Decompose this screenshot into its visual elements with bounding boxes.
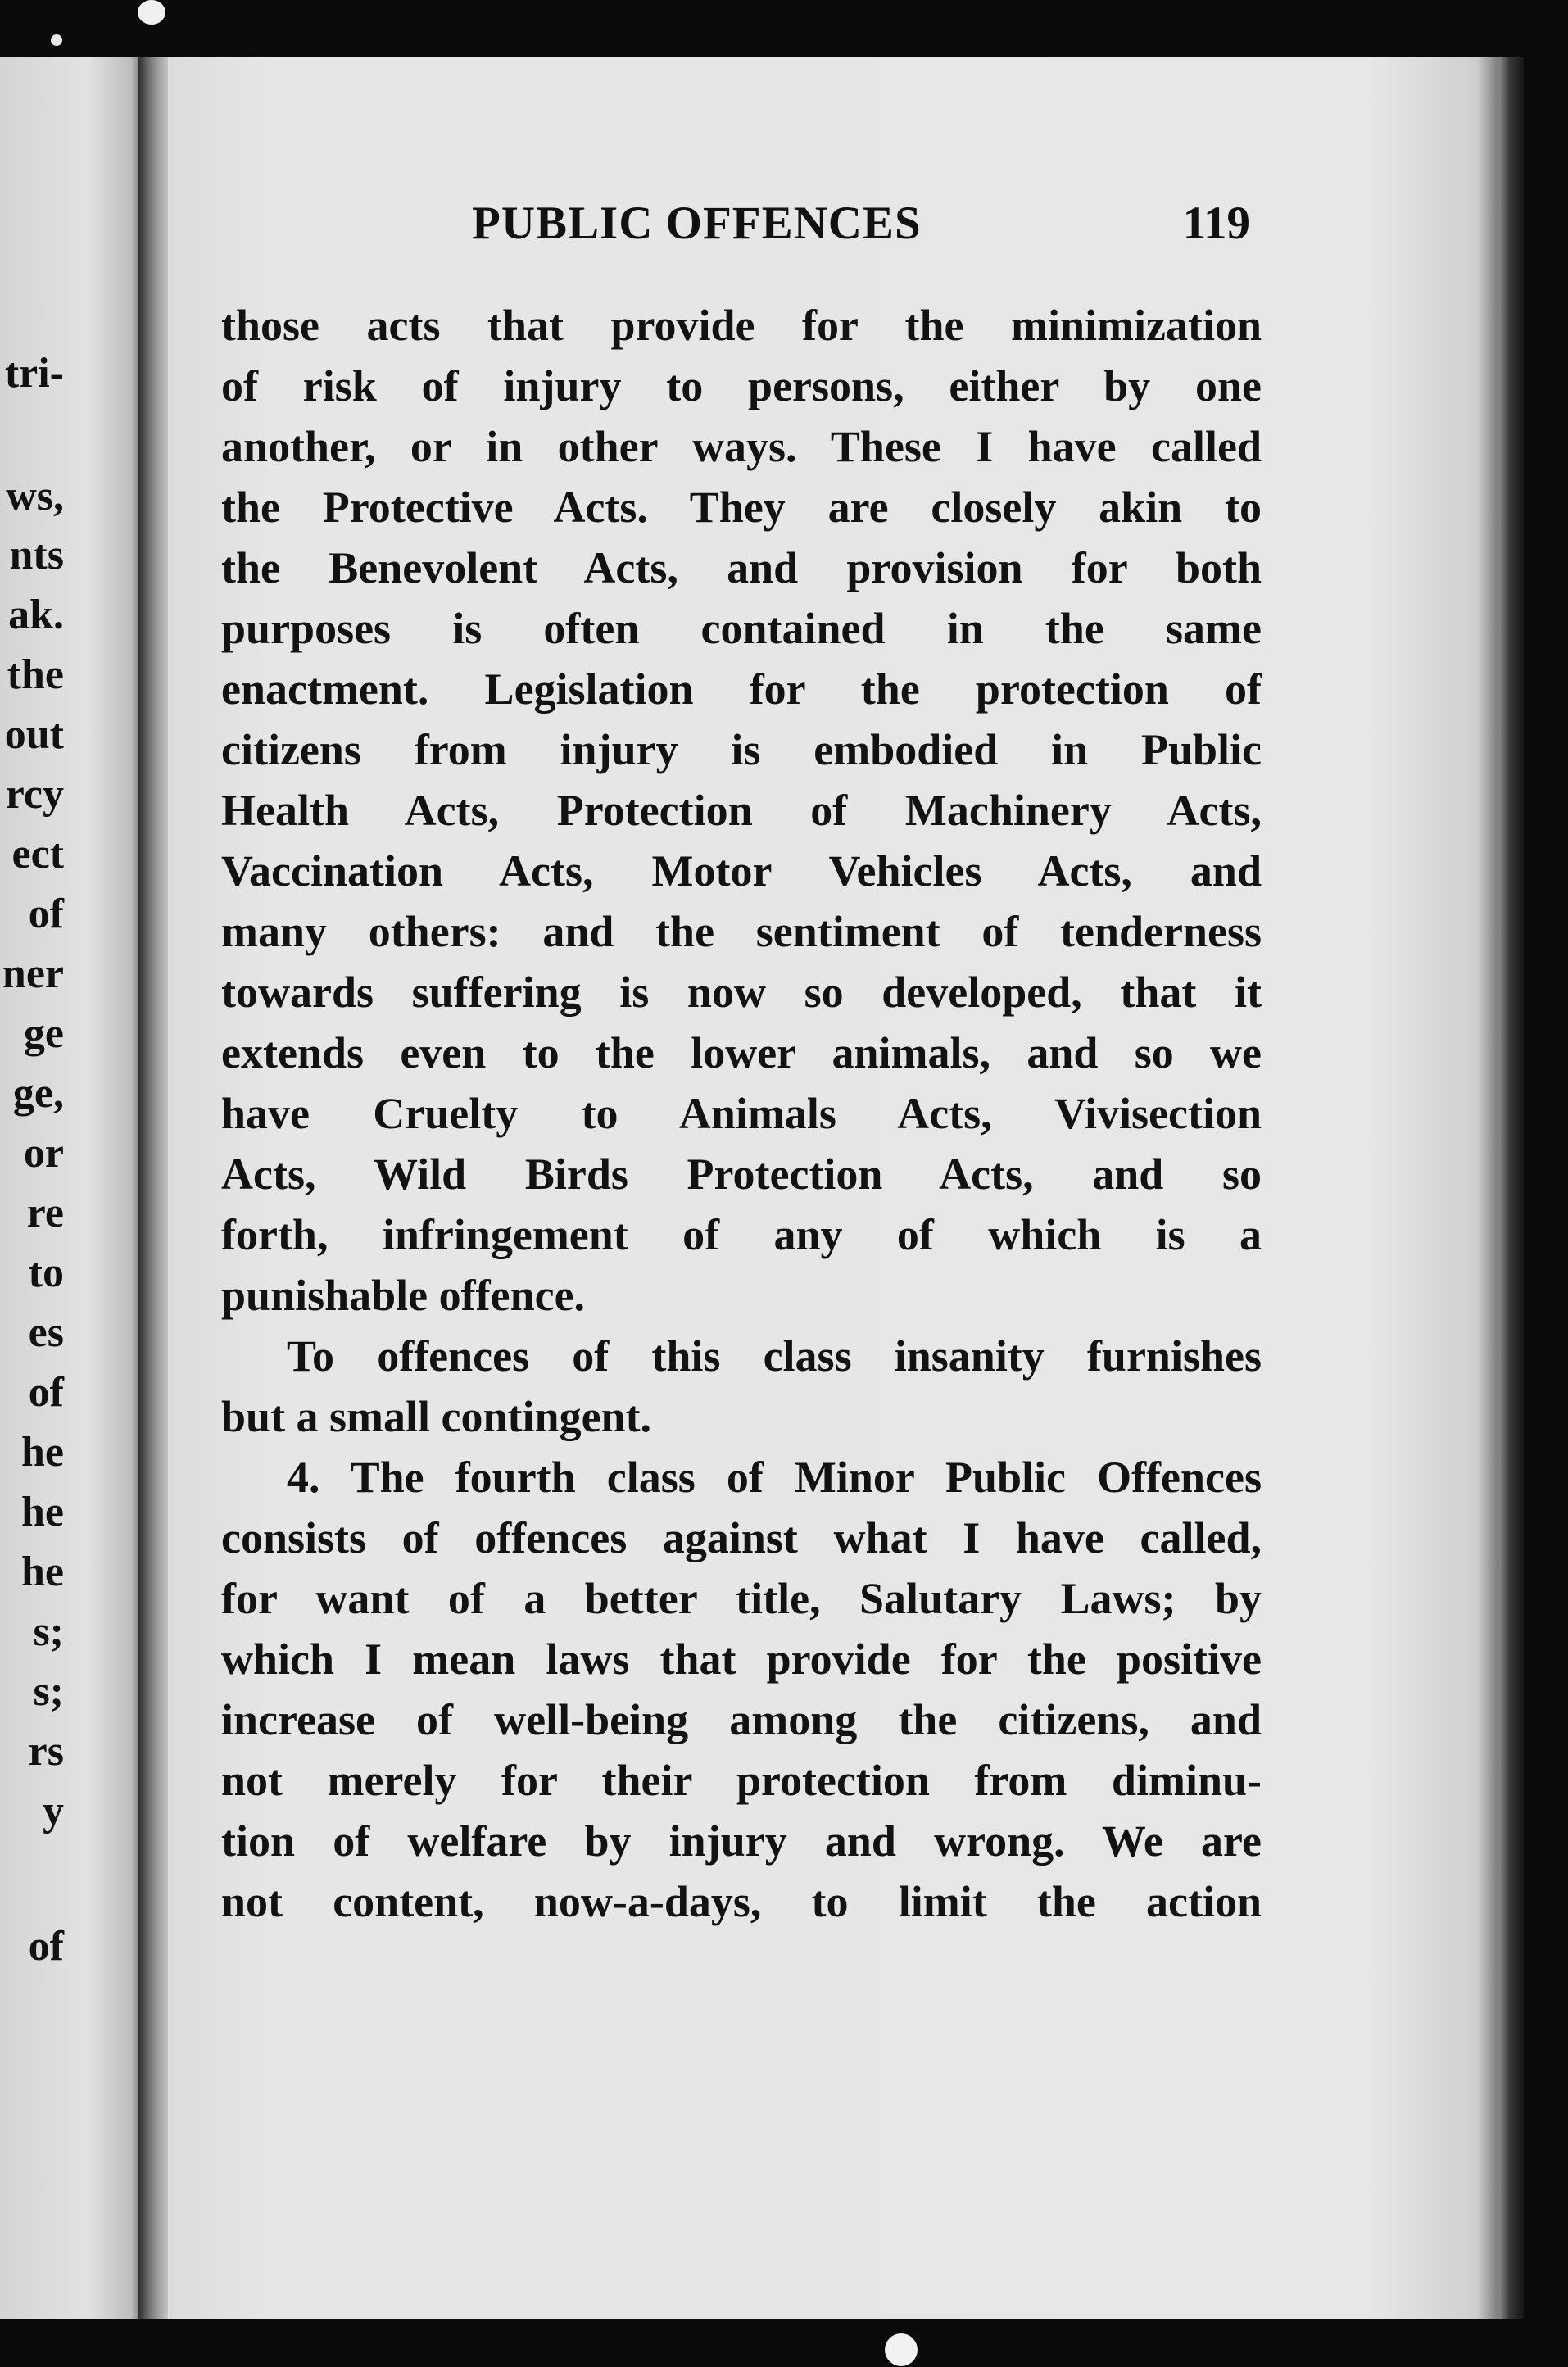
scan-speck (51, 34, 62, 46)
text-line: another, or in other ways. These I have called (221, 422, 1262, 471)
text-line: purposes is often contained in the same (221, 604, 1262, 653)
text-line: Vaccination Acts, Motor Vehicles Acts, and (221, 846, 1262, 896)
text-line: punishable offence. (221, 1271, 586, 1320)
fragment-line: or (23, 1130, 64, 1177)
fragment-line: ak. (8, 592, 64, 638)
text-line: enactment. Legislation for the protection of (221, 664, 1262, 714)
fragment-line: of (28, 891, 64, 937)
paragraph (221, 295, 1262, 1326)
text-line: To offences of this class insanity furnishes (287, 1331, 1262, 1381)
text-line: forth, infringement of any of which is a (221, 1210, 1262, 1259)
text-line: 4. The fourth class of Minor Public Offences (287, 1453, 1262, 1502)
text-line: towards suffering is now so developed, that it (221, 968, 1262, 1017)
previous-page-edge (0, 57, 146, 2319)
page-right-edge (1499, 57, 1524, 2319)
fragment-line: ect (11, 831, 64, 877)
text-line: Acts, Wild Birds Protection Acts, and so (221, 1149, 1262, 1199)
text-line: tion of welfare by injury and wrong. We are (221, 1816, 1262, 1866)
page-header (308, 197, 1250, 254)
text-line: citizens from injury is embodied in Public (221, 725, 1262, 774)
text-line: which I mean laws that provide for the positive (221, 1635, 1262, 1684)
text-line: for want of a better title, Salutary Laws; by (221, 1574, 1262, 1623)
fragment-line: he (21, 1549, 64, 1595)
fragment-line: re (26, 1190, 64, 1236)
fragment-line: s; (33, 1608, 64, 1655)
running-title: PUBLIC OFFENCES (472, 197, 922, 249)
fragment-line: ge, (12, 1070, 64, 1117)
text-line: Health Acts, Protection of Machinery Acts, (221, 786, 1262, 835)
fragment-line: es (28, 1309, 64, 1356)
text-line: of risk of injury to persons, either by one (221, 361, 1262, 410)
fragment-line: rs (28, 1728, 64, 1775)
text-line: the Protective Acts. They are closely akin to (221, 483, 1262, 532)
fragment-line: the (7, 651, 64, 698)
text-line: but a small contingent. (221, 1392, 652, 1441)
scan-speck (885, 2333, 918, 2366)
fragment-line: of (28, 1923, 64, 1970)
fragment-line: rcy (5, 771, 64, 818)
text-line: have Cruelty to Animals Acts, Vivisection (221, 1089, 1262, 1138)
text-line: increase of well-being among the citizens, and (221, 1695, 1262, 1744)
text-line: many others: and the sentiment of tenderness (221, 907, 1262, 956)
text-line: consists of offences against what I have called, (221, 1513, 1262, 1562)
fragment-line: ws, (6, 473, 64, 519)
fragment-line: ge (23, 1010, 64, 1057)
fragment-line: nts (9, 532, 64, 578)
text-line: extends even to the lower animals, and so we (221, 1028, 1262, 1077)
text-line: the Benevolent Acts, and provision for both (221, 543, 1262, 592)
text-line: not content, now-a-days, to limit the action (221, 1877, 1262, 1926)
text-line: not merely for their protection from diminu- (221, 1756, 1262, 1805)
fragment-line: ner (2, 950, 64, 997)
fragment-line: he (21, 1489, 64, 1535)
fragment-line: of (28, 1369, 64, 1416)
fragment-line: tri- (4, 350, 64, 397)
fragment-line: he (21, 1429, 64, 1476)
scan-speck (138, 0, 165, 25)
fragment-line: to (28, 1249, 64, 1296)
fragment-line: y (43, 1788, 64, 1834)
body-text (221, 295, 1262, 1932)
page-number: 119 (1182, 197, 1250, 249)
previous-page-text-fragments (0, 57, 146, 2319)
fragment-line: out (4, 711, 64, 758)
fragment-line: s; (33, 1668, 64, 1715)
book-gutter (138, 57, 170, 2319)
paragraph (221, 1447, 1262, 1932)
text-line: those acts that provide for the minimization (221, 301, 1262, 350)
paragraph (221, 1326, 1262, 1447)
